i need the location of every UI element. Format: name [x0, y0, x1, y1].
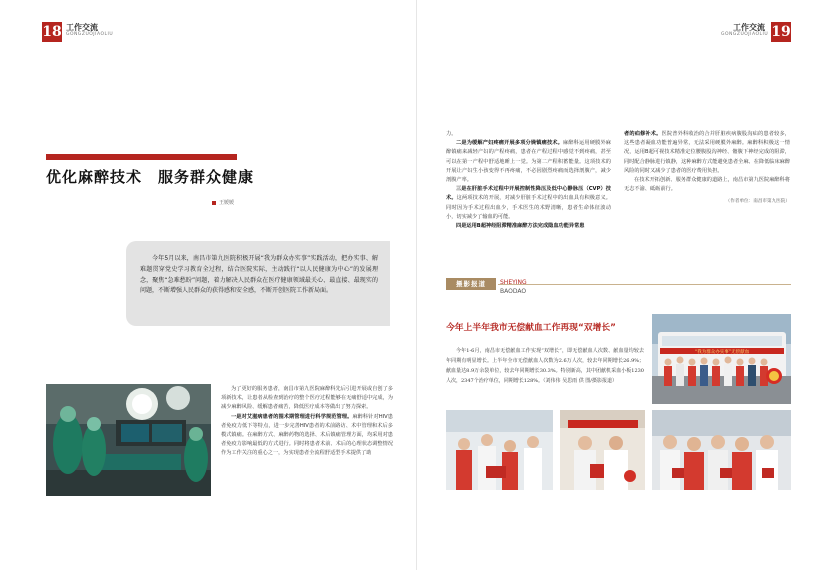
donor-group	[664, 357, 768, 387]
left-section-pinyin: GONGZUOJIAOLIU	[66, 32, 114, 37]
right-body-column-b	[624, 130, 790, 207]
col-b-paragraph-2: 在技术开拓创新、服务群众健康的道路上，南昌市第九医院麻醉科将无志不渝、砥砺前行。	[624, 177, 790, 193]
left-body-column	[221, 385, 393, 459]
photo-report-rule	[498, 284, 791, 285]
col-a-paragraph-1: 力。	[446, 131, 457, 137]
page-spine	[416, 0, 417, 570]
col-b-paragraph-1	[624, 130, 790, 176]
left-col-paragraph-1: 为了更好的服务患者，南昌市第九医院麻醉科先后引进开展或自创了多项新技术，让患者从检查到治疗的整个医疗过程能够在无痛舒适中完成，为减少麻醉风险、缓解患者痛苦，降低医疗成本等做出了努力探索。	[221, 386, 393, 411]
article-title: 优化麻醉技术 服务群众健康	[46, 168, 255, 186]
left-section-title: 工作交流	[66, 23, 98, 32]
photo-report-title: 今年上半年我市无偿献血工作再现“双增长”	[446, 323, 616, 333]
donor-photo-1	[446, 410, 553, 490]
right-section-title: 工作交流	[733, 23, 765, 32]
article-author: 王媛媛	[219, 200, 235, 206]
operating-room-photo	[46, 384, 211, 496]
point-three-text: 这两项技术的开展，对减少肝脏手术过程中的出血具有积极意义。同时因为手术过程出血少，手术医生的术野清晰，患者生命体征波动小，切实减少了输血的可能。	[446, 195, 611, 220]
photo-report-en-1: SHEYING	[500, 279, 527, 286]
photo-report-body-box	[446, 346, 644, 386]
point-three-heading: 三是在肝脏手术过程中开展控制性降压及低中心静脉压（CVP）技术。	[446, 186, 611, 202]
donor-photo-3-illustration	[652, 410, 791, 490]
point-four-heading: 四是运用B超神经阻滞精准麻醉方法完成隐血功能异常患	[456, 223, 585, 230]
operating-room-illustration	[46, 384, 211, 496]
photo-report-body: 今年1-6月，南昌市无偿献血工作实现“双增长”，即无偿献血人次数、献血量均较去年同期有明显增长。上半年全市无偿献血人次数为2.6万人次，较去年同期增长26.9%；献血量达8.9万余袋单位，较去年同期增长30.3%。特别新高，其中团献机采血小板1230人次，2347个治疗单位，同期增长128%。（刘伟伟 吴思雨 供 图/摄影报道）	[446, 348, 644, 384]
photo-report-banner: 摄影报道	[446, 278, 496, 290]
right-section-pinyin: GONGZUOJIAOLIU	[721, 32, 769, 37]
col-a-paragraph-3	[446, 185, 611, 222]
col-a-paragraph-4	[446, 222, 611, 231]
photo-report-en-2: BAODAO	[500, 288, 527, 295]
right-body-column-a	[446, 130, 611, 231]
article-intro-box	[126, 241, 390, 326]
point-four-heading-cont: 者的疝修补术。	[624, 131, 662, 137]
point-one-heading: 一是对艾滋病患者的围术期管理进行科学规范管理。	[231, 413, 353, 420]
right-page-number: 19	[771, 24, 791, 40]
donor-photo-1-illustration	[446, 410, 553, 490]
donor-photo-2-illustration	[560, 410, 645, 490]
author-marker	[212, 201, 216, 205]
point-one-text: 麻醉科针对HIV患者免疫力低下等特点，进一步完善HIV患者的术前路访、术中管理和术后多模式镇痛。在麻醉方式、麻醉药物的选择、术后镇痛管理方面，均采用对患者免疫力影响最低的方式进行。同时将患者术前、术后的心理状态调整情况作为工作关注的重心之一，为实现患者全流程舒适型手术提供了助	[221, 413, 393, 457]
donor-photo-2	[560, 410, 645, 490]
point-two-heading: 二是为缓解产妇疼痛开展多项分娩镇痛技术。	[456, 140, 563, 147]
point-two-text: 麻醉科运用硬膜外麻醉镇痛来减轻产妇的产程疼痛，患者在产程过程中感觉不到疼痛，甚至可以在第一产程中舒适地睡上一觉。为第二产程积蓄能量。这项技术的开展让产妇生小孩变得不再疼痛，不必因剧烈疼痛而选择剖腹产，减少剖腹产率。	[446, 140, 611, 184]
bus-illustration	[652, 314, 791, 404]
author-affiliation: （作者单位：南昌市第九医院）	[725, 199, 790, 205]
article-intro: 今年5月以来，南昌市第九医院积极开展“我为群众办实事”实践活动，把办实事、解难题贯穿党史学习教育全过程，结合医院实际，主动践行“以人民健康为中心”的发展理念，聚焦“急难愁盼”问题，着力解决人民群众在医疗健康领域最关心、最直接、最现实的问题，不断增强人民群众的获得感和安全感，不断开创医院工作新局面。	[140, 255, 378, 295]
headline-accent-bar	[46, 154, 237, 160]
blood-donation-bus-photo	[652, 314, 791, 404]
bus-banner-text: “我为群众办实事”无偿献血	[694, 350, 750, 355]
point-four-text: 医院普外科收治的合并肝脏疾病腹股沟疝的患者较多，这些患者凝血功能普遍异常，无法采用硬膜外麻醉。麻醉科积极这一情况，运用B超可视技术精准定位腰腹股沟神经、髂腹下神经完成的阻滞，同时配合静脉进行镇静，这种麻醉方式能避免患者全麻、在降低临床麻醉风险的同时又减少了患者的医疗费用负担。	[624, 131, 791, 174]
col-a-paragraph-2	[446, 139, 611, 185]
left-col-paragraph-2	[221, 413, 393, 459]
left-page-number: 18	[42, 24, 62, 40]
donor-photo-3	[652, 410, 791, 490]
